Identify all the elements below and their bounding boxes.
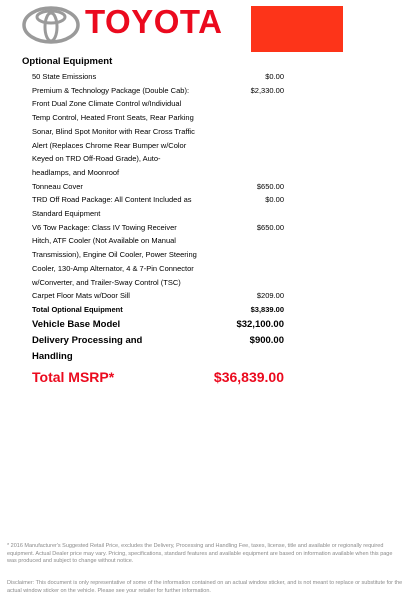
msrp-row	[22, 367, 284, 387]
equipment-label: V6 Tow Package: Class IV Towing Receiver Hitch, ATF Cooler (Not Available on Manual Transmission), Engine Oil Cooler, Power Steering Cooler, 130-Amp Alternator, 4 & 7-Pin Connector w/Converter, and Trailer-Sway Control (TSC)	[32, 222, 197, 287]
msrp-label: Total MSRP*	[32, 368, 115, 385]
delivery-label: Delivery Processing and Handling	[32, 334, 143, 362]
equipment-price: $2,330.00	[250, 85, 284, 95]
header	[0, 0, 412, 52]
equipment-row	[22, 70, 284, 84]
equipment-price: $0.00	[265, 72, 284, 81]
equipment-row	[22, 289, 284, 303]
base-model-price: $32,100.00	[236, 318, 284, 330]
equipment-label: 50 State Emissions	[32, 72, 97, 81]
total-optional-label: Total Optional Equipment	[32, 304, 123, 314]
base-model-row	[22, 317, 284, 333]
equipment-row	[22, 193, 284, 220]
equipment-label: Carpet Floor Mats w/Door Sill	[32, 291, 130, 301]
pricing-section	[22, 56, 284, 387]
delivery-row	[22, 333, 284, 365]
msrp-footnote: * 2016 Manufacturer's Suggested Retail Price, excludes the Delivery, Processing and Handling Fee, taxes, license, title and available or regionally required equipment. Actual Dealer price may vary. Pricing, specifications, standard features and available equipment are based on information available when this page was produced and subject to change without notice.	[7, 543, 393, 564]
equipment-price: $650.00	[256, 222, 284, 232]
brand-wordmark: TOYOTA	[85, 3, 223, 40]
equipment-label: Premium & Technology Package (Double Cab): Front Dual Zone Climate Control w/Individual Temp Control, Heated Front Seats, Rear Parking Sonar, Blind Spot Monitor with Rear Cross Traffic Alert (Replaces Chrome Rear Bumper w/Color Keyed on TRD Off-Road Grade), Auto-headlamps, and Moonroof	[32, 85, 195, 177]
equipment-price: $650.00	[256, 181, 284, 191]
toyota-emblem-icon	[22, 6, 80, 44]
equipment-row	[22, 84, 284, 180]
equipment-label: TRD Off Road Package: All Content Included as Standard Equipment	[32, 195, 192, 219]
equipment-row	[22, 180, 284, 194]
equipment-price: $0.00	[265, 195, 284, 205]
base-model-label: Vehicle Base Model	[32, 318, 121, 330]
delivery-price: $900.00	[249, 334, 284, 346]
total-optional-price: $3,839.00	[250, 304, 284, 314]
header-red-box	[251, 6, 343, 52]
disclaimer: Disclaimer: This document is only representative of some of the information contained on an actual window sticker, and is not meant to replace or substitute for the actual window sticker on the vehicle. Please see your retailer for further information.	[7, 580, 403, 594]
msrp-price: $36,839.00	[213, 368, 284, 385]
equipment-price: $209.00	[256, 291, 284, 301]
section-title: Optional Equipment	[22, 56, 113, 67]
total-optional-row	[22, 303, 284, 317]
equipment-row	[22, 221, 284, 290]
equipment-label: Tonneau Cover	[32, 181, 83, 191]
